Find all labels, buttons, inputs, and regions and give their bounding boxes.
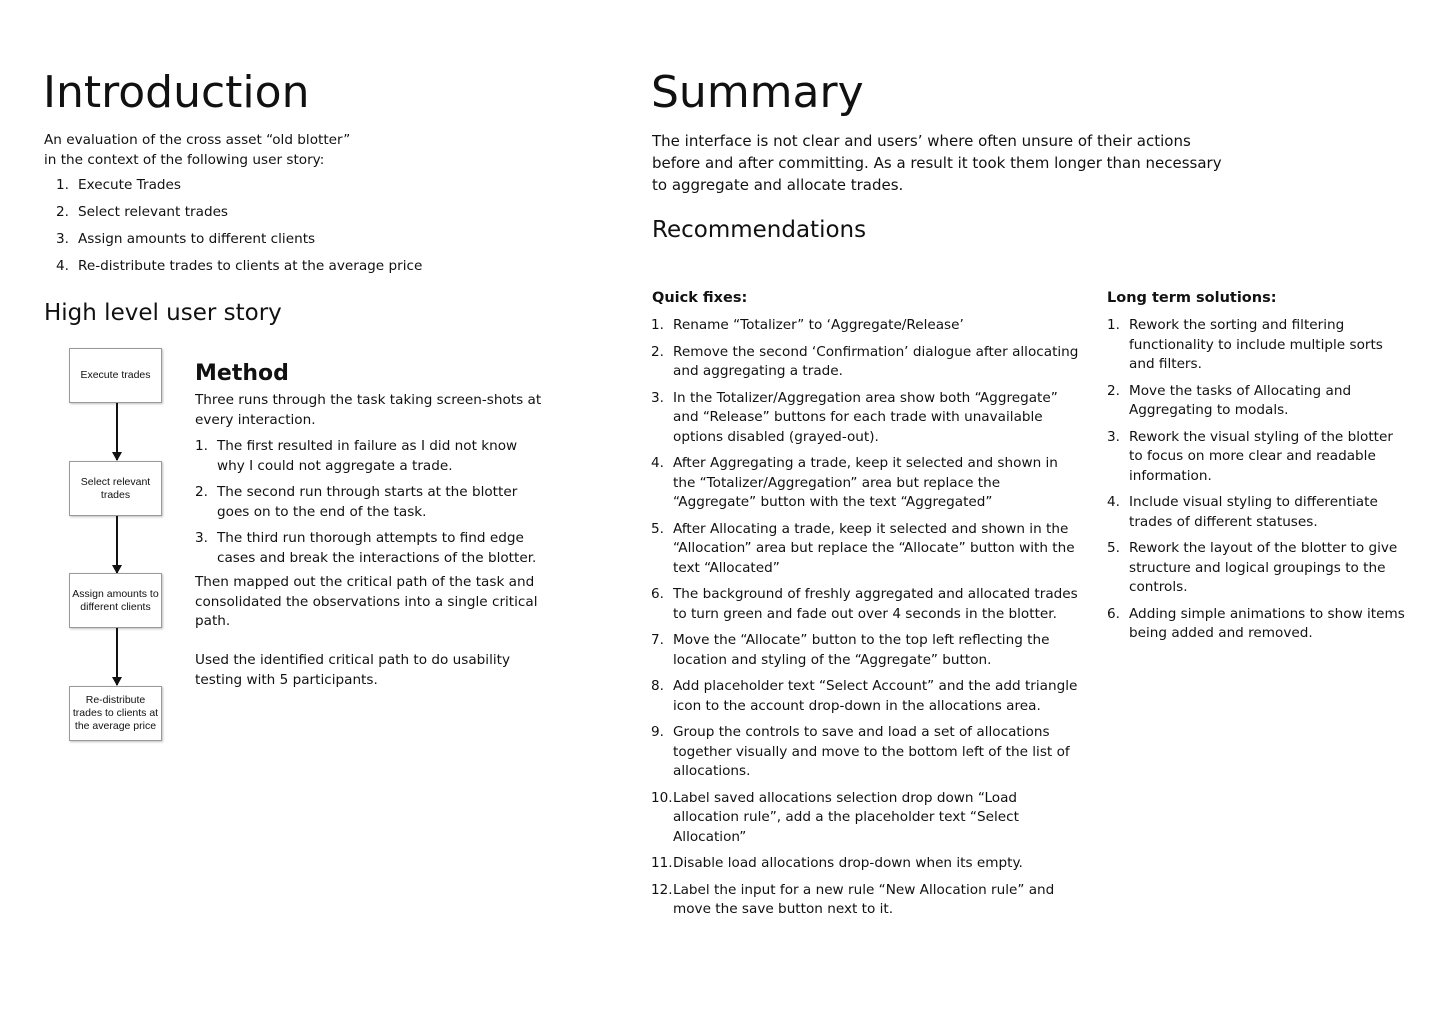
list-item: 5. Rework the layout of the blotter to give structure and logical groupings to the controls. bbox=[1107, 540, 1398, 595]
list-item: 5. After Allocating a trade, keep it selected and shown in the “Allocation” area but replace the “Allocate” button with the text “Allocated” bbox=[651, 520, 1075, 576]
method-runs bbox=[195, 437, 545, 568]
list-item: 7. Move the “Allocate” button to the top left reflecting the location and styling of the “Aggregate” button. bbox=[651, 632, 1050, 668]
long-term-label: Long term solutions: bbox=[1107, 290, 1277, 306]
list-item: 4. Include visual styling to differentiate trades of different statuses. bbox=[1107, 494, 1378, 530]
method-section bbox=[195, 391, 545, 690]
introduction-text bbox=[44, 131, 544, 170]
method-title: Method bbox=[195, 361, 289, 386]
method-intro: Three runs through the task taking screen-shots at every interaction. bbox=[195, 392, 542, 428]
list-item: 9. Group the controls to save and load a set of allocations together visually and move to the bottom left of the list of allocations. bbox=[651, 724, 1070, 779]
flow-step-assign-amounts: Assign amounts to different clients bbox=[69, 573, 162, 628]
method-paragraph: Then mapped out the critical path of the task and consolidated the observations into a single critical path. bbox=[195, 574, 538, 629]
list-item: 1. The first resulted in failure as I did not know why I could not aggregate a trade. bbox=[195, 438, 518, 474]
list-item: 2. Select relevant trades bbox=[56, 204, 229, 220]
flow-arrow bbox=[116, 516, 118, 573]
user-story-title: High level user story bbox=[44, 300, 282, 326]
quick-fixes-label: Quick fixes: bbox=[652, 290, 748, 306]
list-item: 4. Re-distribute trades to clients at the average price bbox=[56, 258, 423, 274]
list-item: 6. Adding simple animations to show items being added and removed. bbox=[1107, 605, 1405, 641]
intro-line: in the context of the following user story: bbox=[44, 151, 325, 168]
flow-arrow bbox=[116, 628, 118, 685]
flow-step-execute-trades: Execute trades bbox=[69, 348, 162, 403]
list-item: 3. In the Totalizer/Aggregation area show both “Aggregate” and “Release” buttons for each trade with unavailable options disabled (grayed-out). bbox=[651, 389, 1058, 445]
list-item: 1. Rename “Totalizer” to ‘Aggregate/Release’ bbox=[651, 317, 964, 333]
summary-line: The interface is not clear and users’ where often unsure of their actions bbox=[652, 132, 1191, 150]
list-item: 2. Remove the second ‘Confirmation’ dialogue after allocating and aggregating a trade. bbox=[651, 343, 1079, 379]
summary-line: to aggregate and allocate trades. bbox=[652, 176, 904, 194]
flow-arrow bbox=[116, 403, 118, 460]
list-item: 6. The background of freshly aggregated and allocated trades to turn green and fade out over 4 seconds in the blotter. bbox=[651, 586, 1078, 622]
list-item: 1. Execute Trades bbox=[56, 177, 181, 193]
recommendations-title: Recommendations bbox=[652, 217, 867, 243]
user-story-steps bbox=[44, 176, 564, 284]
list-item: 2. Move the tasks of Allocating and Aggregating to modals. bbox=[1107, 382, 1352, 418]
list-item: 1. Rework the sorting and filtering functionality to include multiple sorts and filters. bbox=[1107, 317, 1383, 372]
quick-fixes-list bbox=[651, 316, 1081, 927]
flow-step-select-trades: Select relevant trades bbox=[69, 461, 162, 516]
list-item: 3. Assign amounts to different clients bbox=[56, 231, 316, 247]
introduction-title: Introduction bbox=[43, 67, 310, 118]
summary-title: Summary bbox=[651, 67, 864, 118]
list-item: 4. After Aggregating a trade, keep it selected and shown in the “Totalizer/Aggregation” area but replace the “Aggregate” button with the text “Aggregated” bbox=[651, 455, 1058, 510]
intro-line: An evaluation of the cross asset “old blotter” bbox=[44, 132, 351, 148]
list-item: 2. The second run through starts at the blotter goes on to the end of the task. bbox=[195, 484, 518, 520]
summary-text bbox=[652, 130, 1292, 196]
long-term-list bbox=[1107, 316, 1407, 651]
list-item: 3. Rework the visual styling of the blotter to focus on more clear and readable information. bbox=[1107, 428, 1393, 484]
list-item: 3. The third run thorough attempts to find edge cases and break the interactions of the blotter. bbox=[195, 530, 537, 566]
summary-line: before and after committing. As a result it took them longer than necessary bbox=[652, 154, 1222, 172]
list-item: 8. Add placeholder text “Select Account” and the add triangle icon to the account drop-down in the allocations area. bbox=[651, 678, 1078, 714]
list-item: 11. Disable load allocations drop-down when its empty. bbox=[651, 855, 1023, 871]
list-item: 10. Label saved allocations selection drop down “Load allocation rule”, add a the placeholder text “Select Allocation” bbox=[651, 789, 1019, 845]
flow-step-redistribute: Re-distribute trades to clients at the average price bbox=[69, 686, 162, 741]
method-paragraph: Used the identified critical path to do usability testing with 5 participants. bbox=[195, 652, 511, 688]
list-item: 12. Label the input for a new rule “New Allocation rule” and move the save button next to it. bbox=[651, 881, 1055, 917]
